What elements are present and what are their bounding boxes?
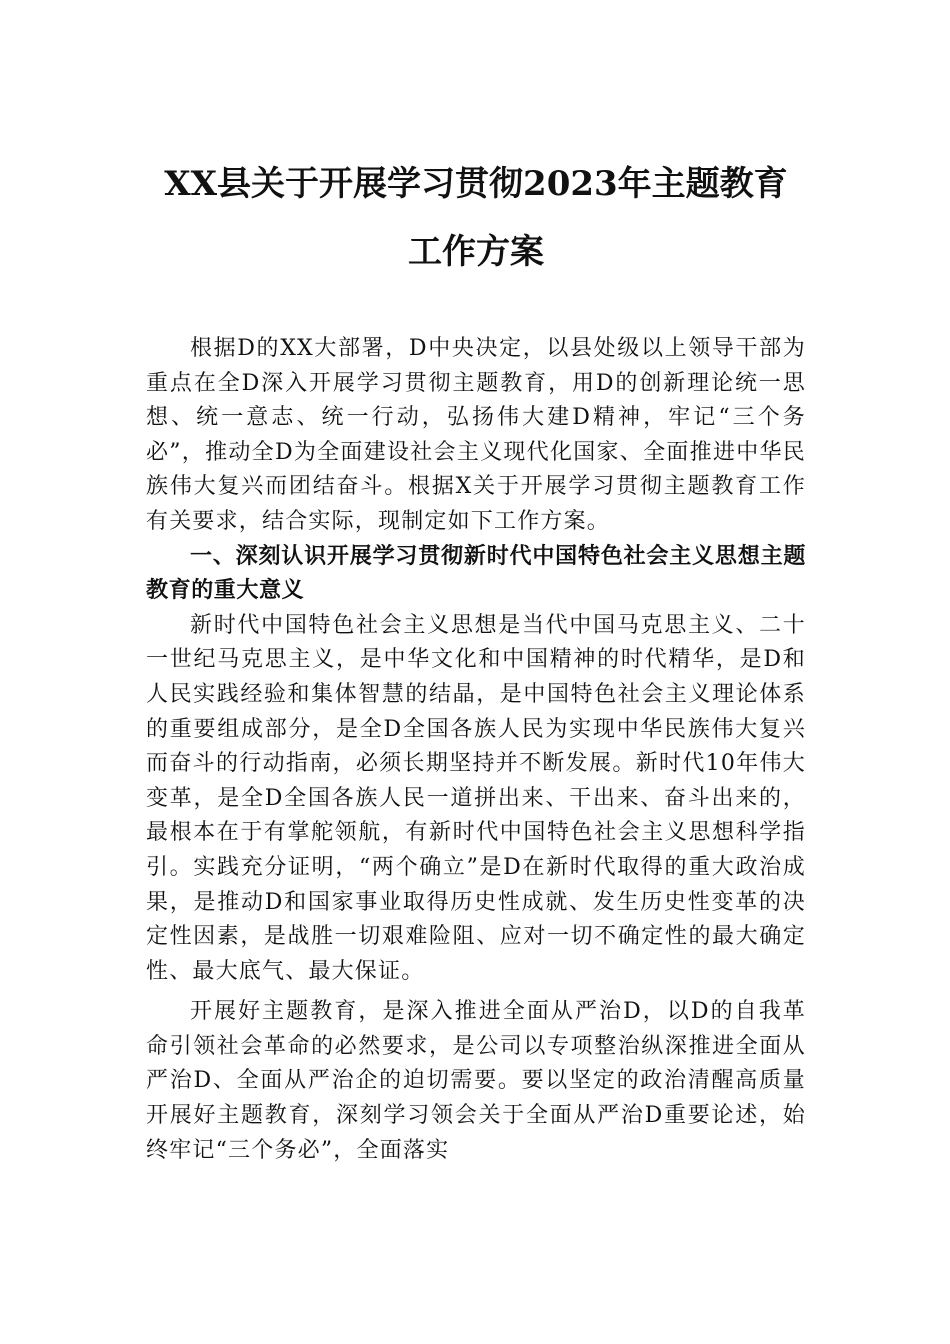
document-body [146, 332, 806, 1168]
title-line-1: XX县关于开展学习贯彻2023年主题教育 [164, 164, 788, 204]
document-title [106, 150, 846, 286]
paragraph-intro: 根据D的XX大部署，D中央决定，以县处级以上领导干部为重点在全D深入开展学习贯彻主题教育，用D的创新理论统一思想、统一意志、统一行动，弘扬伟大建D精神，牢记“三个务必”，推动全D为全面建设社会主义现代化国家、全面推进中华民族伟大复兴而团结奋斗。根据X关于开展学习贯彻主题教育工作有关要求，结合实际，现制定如下工作方案。 [146, 336, 806, 534]
section-heading-1: 一、深刻认识开展学习贯彻新时代中国特色社会主义思想主题教育的重大意义 [146, 543, 806, 604]
title-line-2: 工作方案 [408, 232, 544, 272]
document-page [146, 150, 806, 1168]
paragraph-2: 新时代中国特色社会主义思想是当代中国马克思主义、二十一世纪马克思主义，是中华文化和中国精神的时代精华，是D和人民实践经验和集体智慧的结晶，是中国特色社会主义理论体系的重要组成部分，是全D全国各族人民为实现中华民族伟大复兴而奋斗的行动指南，必须长期坚持并不断发展。新时代10年伟大变革，是全D全国各族人民一道拼出来、干出来、奋斗出来的，最根本在于有掌舵领航，有新时代中国特色社会主义思想科学指引。实践充分证明，“两个确立”是D在新时代取得的重大政治成果，是推动D和国家事业取得历史性成就、发生历史性变革的决定性因素，是战胜一切艰难险阻、应对一切不确定性的最大确定性、最大底气、最大保证。 [146, 612, 806, 984]
paragraph-3: 开展好主题教育，是深入推进全面从严治D，以D的自我革命引领社会革命的必然要求，是公司以专项整治纵深推进全面从严治D、全面从严治企的迫切需要。要以坚定的政治清醒高质量开展好主题教育，深刻学习领会关于全面从严治D重要论述，始终牢记“三个务必”，全面落实 [146, 999, 806, 1163]
